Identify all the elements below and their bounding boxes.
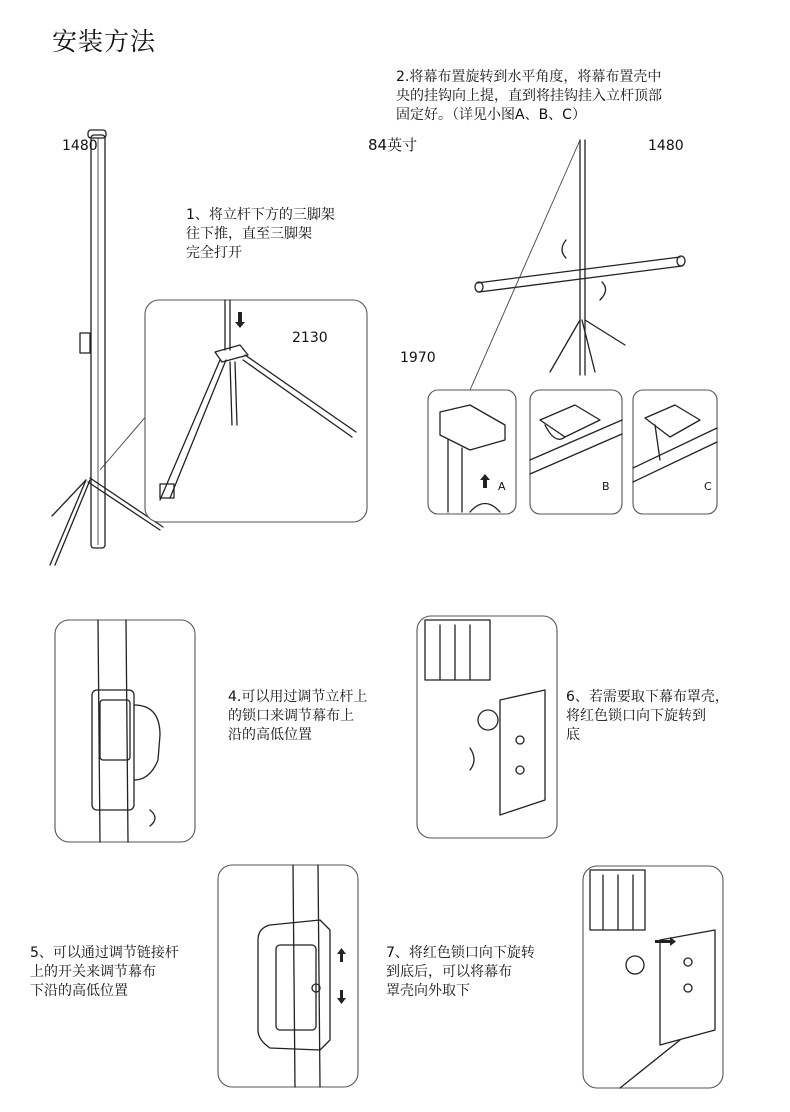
step-2-text: 2.将幕布置旋转到水平角度，将幕布置壳中 央的挂钩向上提，直到将挂钩挂入立杆顶部 固定好。（详见小图A、B、C） xyxy=(396,69,662,123)
red-lock-rotate-panel xyxy=(417,616,557,838)
step-6-text: 6、若需要取下幕布罩壳， 将红色锁口向下旋转到 底 xyxy=(566,689,729,743)
detail-panel-c xyxy=(633,390,717,514)
step-7-text: 7、将红色锁口向下旋转 到底后，可以将幕布 罩壳向外取下 xyxy=(386,945,535,999)
left-height-label: 1480 xyxy=(62,138,98,154)
tripod-height-label: 2130 xyxy=(292,330,328,346)
step-1-text: 1、将立杆下方的三脚架 往下推，直至三脚架 完全打开 xyxy=(186,207,335,261)
remove-shell-panel xyxy=(583,866,723,1088)
detail-label-a: A xyxy=(498,480,506,493)
tripod-detail-panel xyxy=(145,300,367,522)
width-label: 1970 xyxy=(400,350,436,366)
page-title: 安装方法 xyxy=(52,27,157,56)
step-4-text: 4.可以用过调节立杆上 的锁口来调节幕布上 沿的高低位置 xyxy=(228,689,368,743)
pole-lock-detail-panel xyxy=(55,620,195,842)
detail-label-b: B xyxy=(602,480,610,493)
horizontal-screen-illustration xyxy=(470,140,685,390)
right-height-label: 1480 xyxy=(648,138,684,154)
detail-label-c: C xyxy=(704,480,712,493)
step-5-text: 5、可以通过调节链接杆 上的开关来调节幕布 下沿的高低位置 xyxy=(30,945,179,999)
screen-size-label: 84英寸 xyxy=(368,136,418,154)
detail-panel-b xyxy=(530,390,622,514)
connector-switch-panel xyxy=(218,865,358,1087)
detail-panel-a xyxy=(428,390,516,514)
